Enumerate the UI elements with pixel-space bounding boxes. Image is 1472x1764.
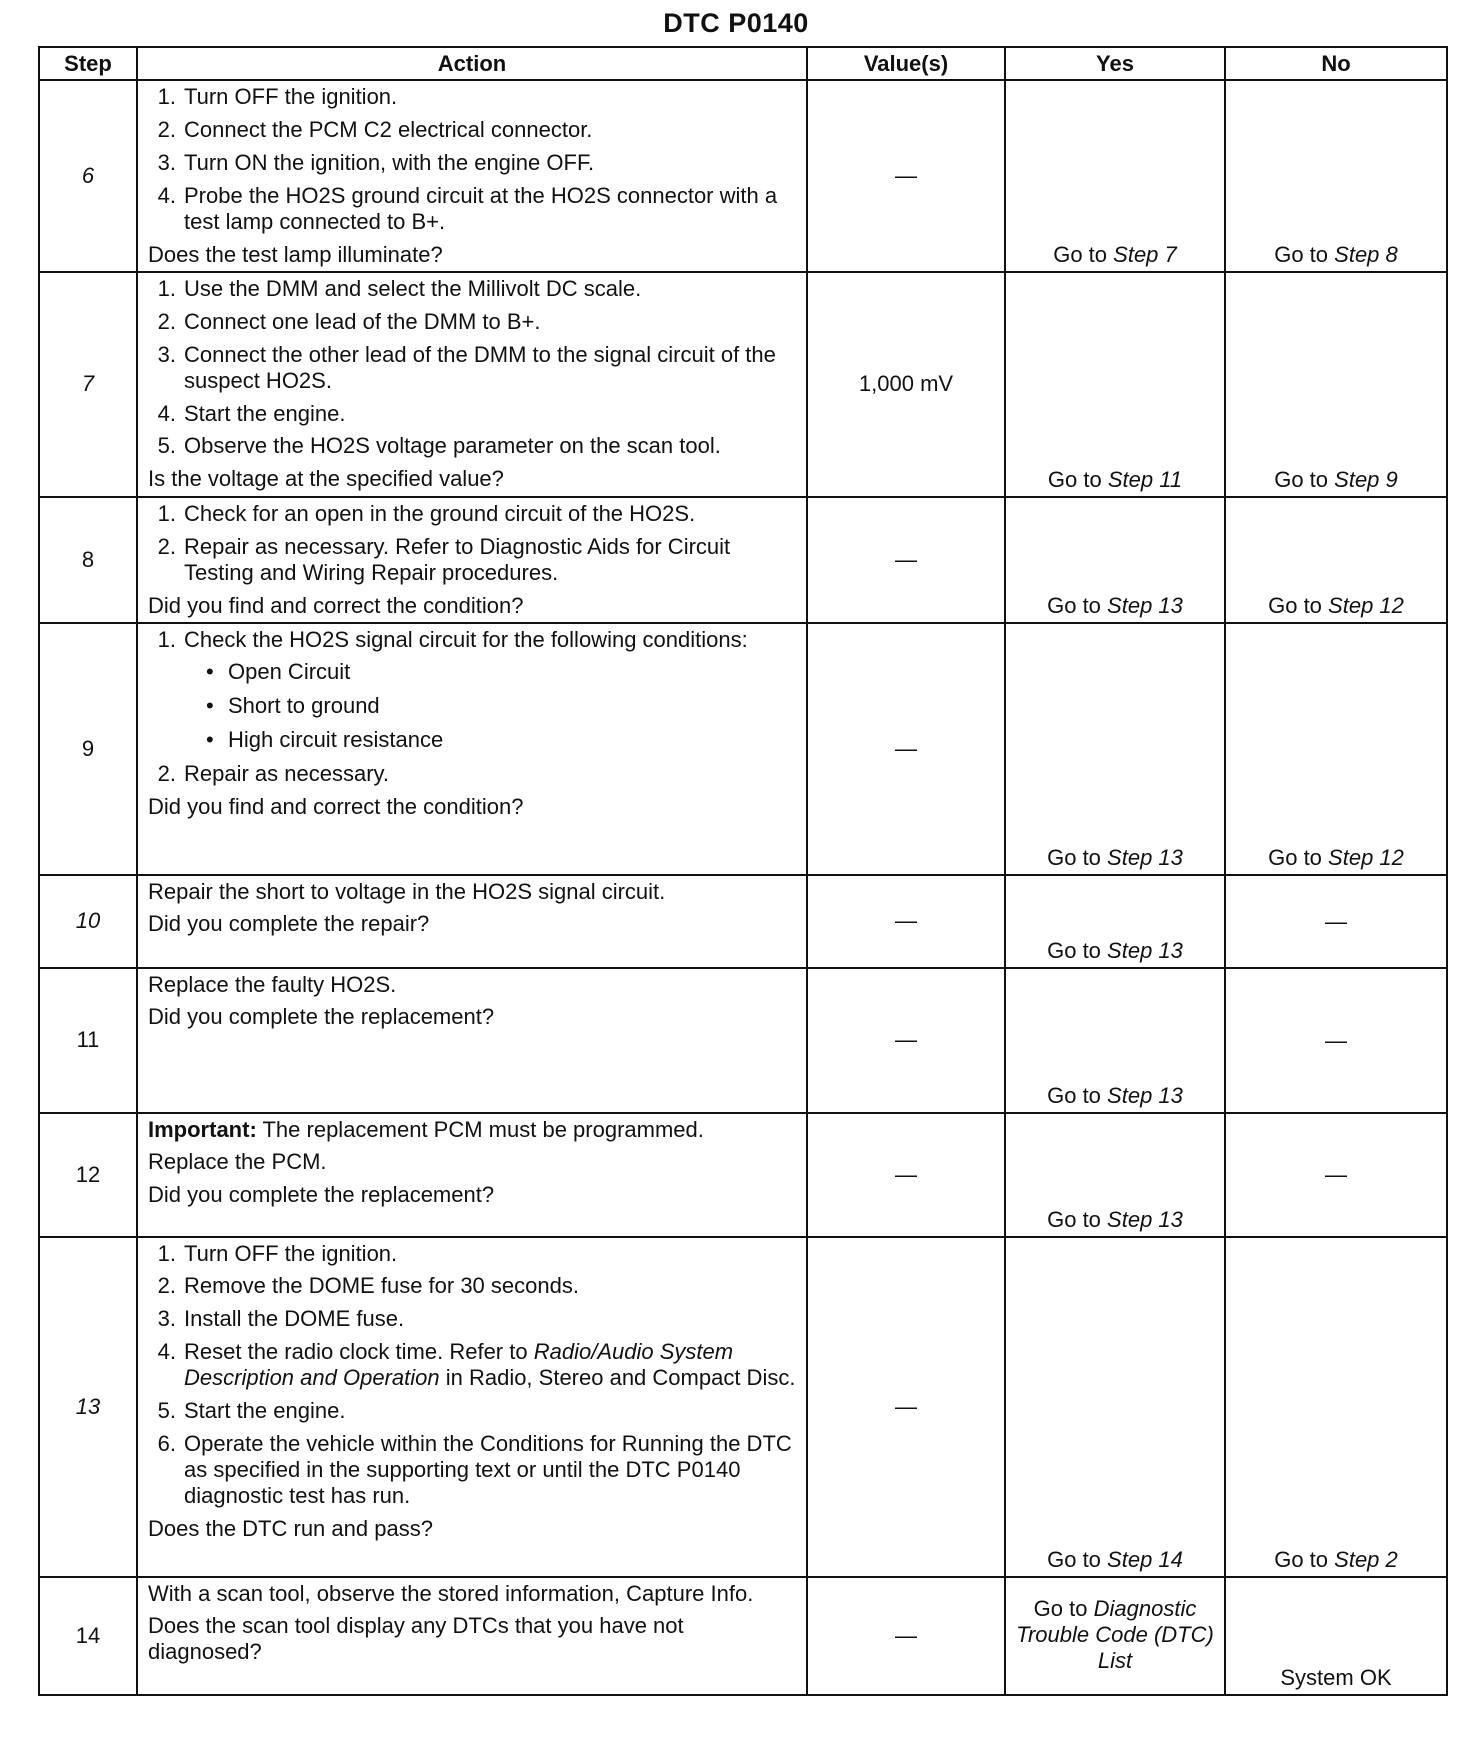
action-question: Did you complete the repair? — [148, 911, 430, 937]
header-step: Step — [39, 47, 137, 80]
diagnostic-table — [38, 46, 1448, 1696]
yes-cell: Go to Step 7 — [1005, 80, 1225, 272]
page-title: DTC P0140 — [663, 8, 809, 38]
action-cell — [137, 1577, 807, 1695]
action-cell — [137, 272, 807, 497]
action-step: 3. Turn ON the ignition, with the engine OFF. — [157, 149, 595, 175]
action-step: 4. Reset the radio clock time. Refer to Radio/Audio System Description and Operation in Radio, Stereo and Compact Disc. — [157, 1339, 796, 1391]
step-number: 12 — [39, 1113, 137, 1237]
table-row — [39, 875, 1447, 968]
no-cell: Go to Step 12 — [1225, 623, 1447, 875]
yes-cell: Go to Step 11 — [1005, 272, 1225, 497]
action-question: Did you find and correct the condition? — [148, 592, 524, 618]
action-cell — [137, 497, 807, 623]
bullet-item: • Short to ground — [206, 693, 380, 719]
action-text: Replace the PCM. — [148, 1149, 327, 1175]
value-cell: — — [807, 497, 1005, 623]
action-step: 1. Use the DMM and select the Millivolt DC scale. — [157, 275, 642, 301]
action-question: Does the DTC run and pass? — [148, 1516, 433, 1542]
table-row — [39, 497, 1447, 623]
action-step: 3. Connect the other lead of the DMM to the signal circuit of the suspect HO2S. — [157, 341, 776, 393]
action-text: Repair the short to voltage in the HO2S signal circuit. — [148, 878, 666, 904]
action-question: Does the scan tool display any DTCs that you have not diagnosed? — [148, 1613, 684, 1665]
action-cell — [137, 1237, 807, 1577]
bullet-item: • High circuit resistance — [206, 727, 444, 753]
value-cell: — — [807, 80, 1005, 272]
no-cell: Go to Step 9 — [1225, 272, 1447, 497]
table-row — [39, 1577, 1447, 1695]
action-step: 2. Connect one lead of the DMM to B+. — [157, 308, 541, 334]
action-question: Did you find and correct the condition? — [148, 794, 524, 820]
header-yes: Yes — [1005, 47, 1225, 80]
action-step: 2. Repair as necessary. Refer to Diagnostic Aids for Circuit Testing and Wiring Repair procedures. — [157, 533, 731, 585]
action-step: 2. Remove the DOME fuse for 30 seconds. — [157, 1273, 579, 1299]
table-row — [39, 1237, 1447, 1577]
value-cell: — — [807, 968, 1005, 1113]
header-values: Value(s) — [807, 47, 1005, 80]
action-step: 5. Start the engine. — [157, 1398, 346, 1424]
header-no: No — [1225, 47, 1447, 80]
step-number: 6 — [39, 80, 137, 272]
table-row — [39, 968, 1447, 1113]
action-question: Did you complete the replacement? — [148, 1182, 495, 1208]
header-row — [39, 47, 1447, 80]
step-number: 7 — [39, 272, 137, 497]
action-cell — [137, 80, 807, 272]
action-step: 2. Repair as necessary. — [157, 761, 390, 787]
action-step: 5. Observe the HO2S voltage parameter on the scan tool. — [157, 433, 721, 459]
action-question: Is the voltage at the specified value? — [148, 466, 504, 492]
header-action: Action — [137, 47, 807, 80]
yes-cell: Go to Step 13 — [1005, 1113, 1225, 1237]
table-row — [39, 272, 1447, 497]
bullet-item: • Open Circuit — [206, 659, 351, 685]
action-cell — [137, 875, 807, 968]
action-question: Does the test lamp illuminate? — [148, 241, 443, 267]
action-text: With a scan tool, observe the stored information, Capture Info. — [148, 1580, 754, 1606]
no-cell: Go to Step 12 — [1225, 497, 1447, 623]
step-number: 8 — [39, 497, 137, 623]
yes-cell: Go to Diagnostic Trouble Code (DTC) List — [1005, 1577, 1225, 1695]
no-cell: System OK — [1225, 1577, 1447, 1695]
action-cell — [137, 623, 807, 875]
step-number: 9 — [39, 623, 137, 875]
value-cell: 1,000 mV — [807, 272, 1005, 497]
action-cell — [137, 1113, 807, 1237]
important-note: Important: The replacement PCM must be programmed. — [148, 1116, 704, 1142]
value-cell: — — [807, 623, 1005, 875]
no-cell: Go to Step 2 — [1225, 1237, 1447, 1577]
action-step: 4. Start the engine. — [157, 400, 346, 426]
no-cell: — — [1225, 875, 1447, 968]
yes-cell: Go to Step 14 — [1005, 1237, 1225, 1577]
yes-cell: Go to Step 13 — [1005, 875, 1225, 968]
table-row — [39, 80, 1447, 272]
no-cell: Go to Step 8 — [1225, 80, 1447, 272]
action-question: Did you complete the replacement? — [148, 1004, 495, 1030]
action-step: 3. Install the DOME fuse. — [157, 1306, 405, 1332]
value-cell: — — [807, 1113, 1005, 1237]
action-step: 4. Probe the HO2S ground circuit at the HO2S connector with a test lamp connected to B+. — [157, 182, 778, 234]
step-number: 10 — [39, 875, 137, 968]
no-cell: — — [1225, 1113, 1447, 1237]
action-step: 1. Turn OFF the ignition. — [157, 84, 398, 109]
value-cell: — — [807, 1237, 1005, 1577]
action-text: Replace the faulty HO2S. — [148, 971, 397, 997]
value-cell: — — [807, 875, 1005, 968]
value-cell: — — [807, 1577, 1005, 1695]
no-cell: — — [1225, 968, 1447, 1113]
step-number: 13 — [39, 1237, 137, 1577]
action-step: 6. Operate the vehicle within the Conditions for Running the DTC as specified in the supporting text or until the DTC P0140 diagnostic test has run. — [157, 1431, 792, 1509]
action-step: 1. Turn OFF the ignition. — [157, 1240, 398, 1266]
yes-cell: Go to Step 13 — [1005, 623, 1225, 875]
step-number: 14 — [39, 1577, 137, 1695]
action-step: 2. Connect the PCM C2 electrical connector. — [157, 116, 593, 142]
action-cell — [137, 968, 807, 1113]
yes-cell: Go to Step 13 — [1005, 497, 1225, 623]
table-row — [39, 1113, 1447, 1237]
yes-cell: Go to Step 13 — [1005, 968, 1225, 1113]
action-step: 1. Check the HO2S signal circuit for the following conditions: — [157, 626, 748, 652]
action-step: 1. Check for an open in the ground circuit of the HO2S. — [157, 500, 696, 526]
step-number: 11 — [39, 968, 137, 1113]
table-row — [39, 623, 1447, 875]
